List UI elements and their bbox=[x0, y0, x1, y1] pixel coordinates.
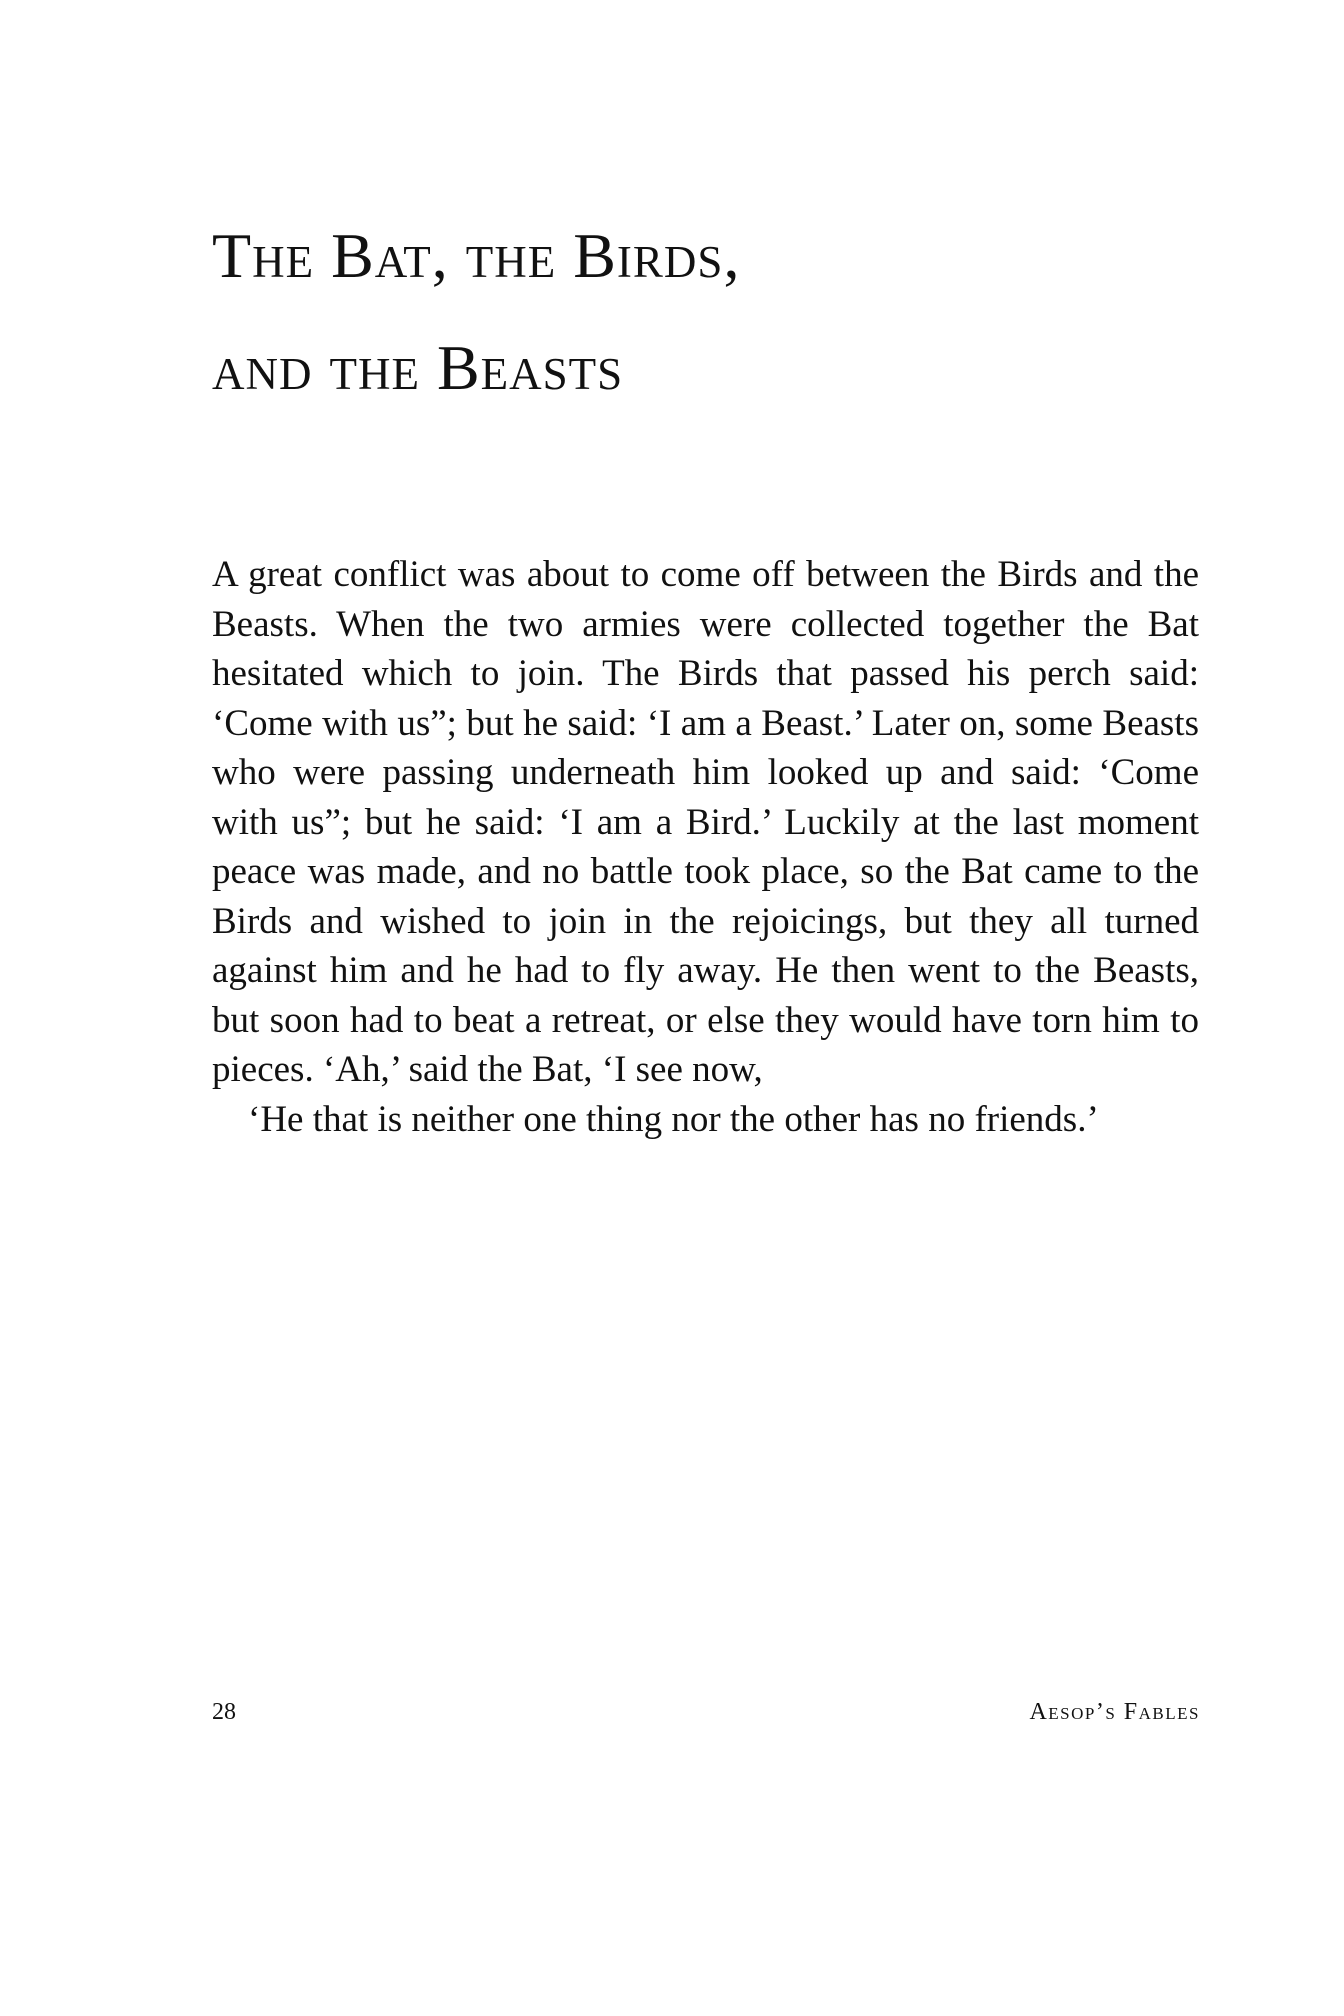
fable-paragraph: A great conflict was about to come off between the Birds and the Beasts. When the two armies were collected together the Bat hesitated which to join. The Birds that passed his perch said: ‘Come with us”; but he said: ‘I am a Beast.’ Later on, some Beasts who were passing underneath him looked up and said: ‘Come with us”; but he said: ‘I am a Bird.’ Luckily at the last moment peace was made, and no battle took place, so the Bat came to the Birds and wished to join in the rejoicings, but they all turned against him and he had to fly away. He then went to the Beasts, but soon had to beat a retreat, or else they would have torn him to pieces. ‘Ah,’ said the Bat, ‘I see now, bbox=[212, 554, 1199, 1090]
page-number: 28 bbox=[212, 1699, 236, 1725]
page-title bbox=[212, 200, 1192, 424]
running-footer-book-title: Aesop’s Fables bbox=[1029, 1699, 1200, 1725]
fable-text bbox=[212, 550, 1199, 1144]
title-line-2: and the Beasts bbox=[212, 332, 624, 403]
title-line-1: The Bat, the Birds, bbox=[212, 220, 741, 291]
fable-moral: ‘He that is neither one thing nor the other has no friends.’ bbox=[248, 1098, 1099, 1140]
